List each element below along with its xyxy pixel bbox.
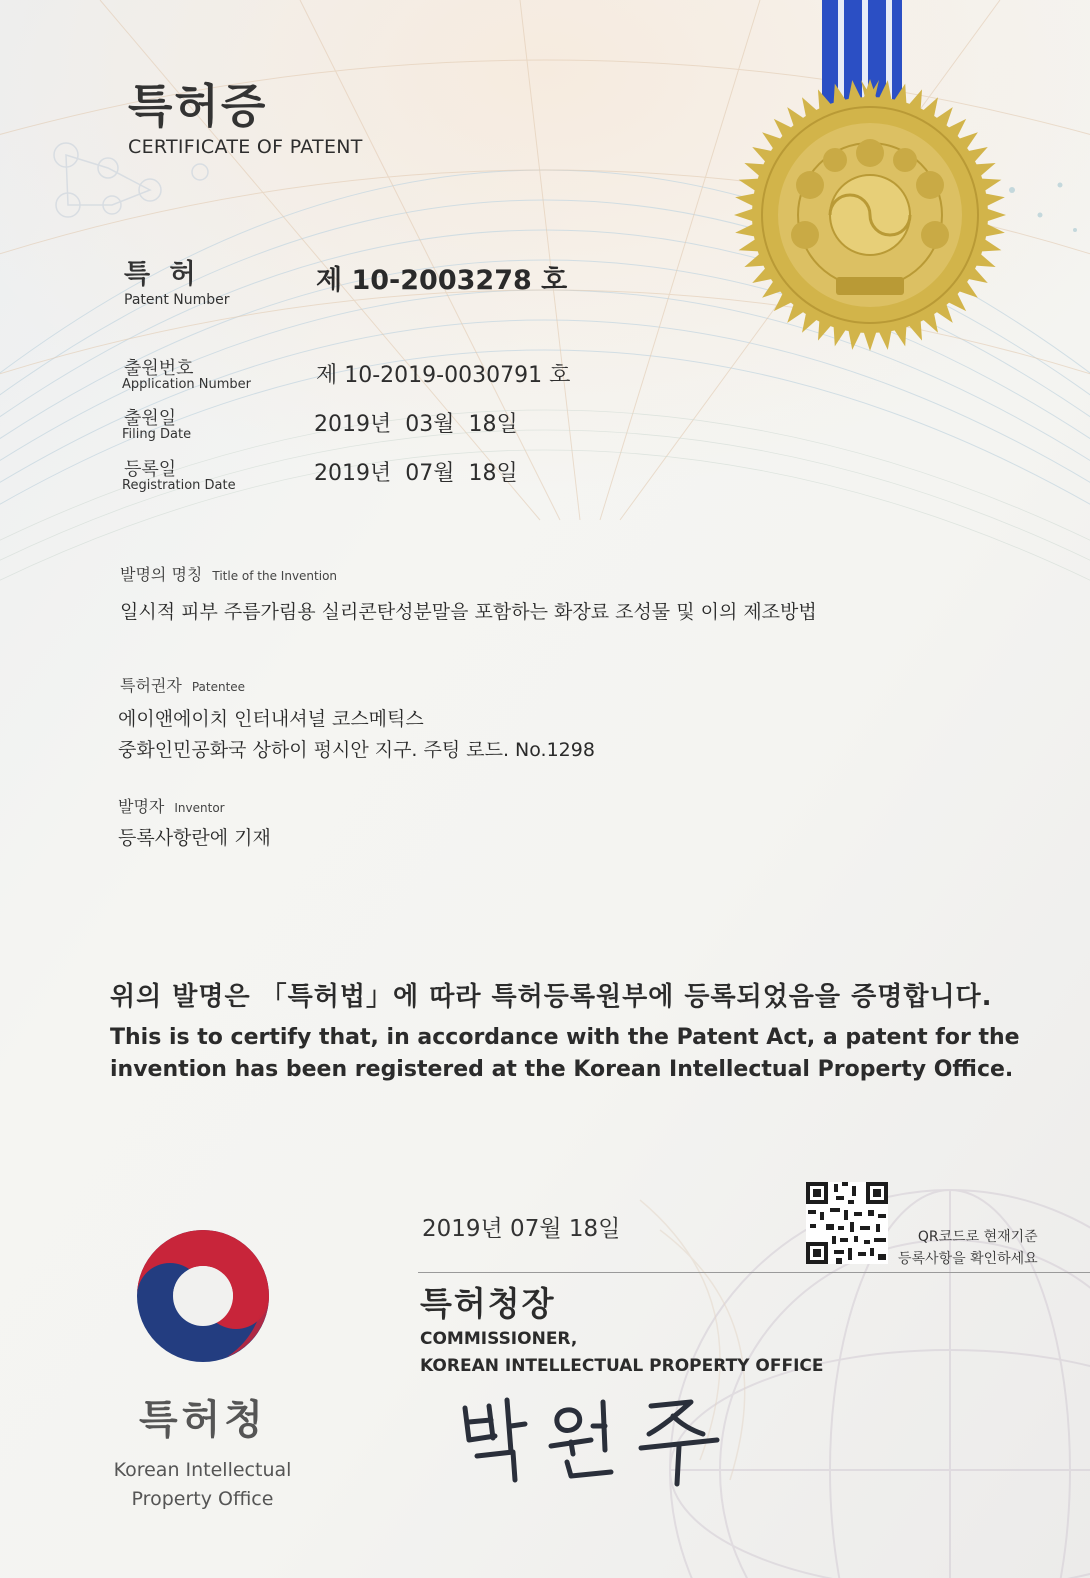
- kipo-taegeuk-logo-icon: [132, 1225, 274, 1367]
- kipo-name-en-line2: Property Office: [131, 1488, 274, 1510]
- registration-date-value: 2019년 07월 18일: [314, 461, 518, 486]
- inventor-value: 등록사항란에 기재: [118, 827, 271, 849]
- kipo-name-ko: 특허청: [139, 1397, 267, 1443]
- filing-date-label-ko: 출원일: [124, 408, 177, 429]
- patent-number-value: 제 10-2003278 호: [316, 265, 568, 296]
- filing-date-label-en: Filing Date: [122, 427, 192, 442]
- kipo-name-en-line1: Korean Intellectual: [113, 1459, 292, 1481]
- commissioner-title-en-line1: COMMISSIONER,: [420, 1329, 578, 1349]
- signature-text: [458, 1388, 462, 1389]
- application-number-label-ko: 출원번호: [124, 358, 194, 379]
- qr-code-icon[interactable]: [806, 1182, 888, 1264]
- commissioner-title-en: [420, 1326, 823, 1380]
- certification-statement-ko: 위의 발명은 「특허법」에 따라 특허등록원부에 등록되었음을 증명합니다.: [110, 982, 993, 1012]
- patentee-label-en: Patentee: [191, 680, 246, 694]
- invention-label: [120, 562, 337, 585]
- certification-statement-en: This is to certify that, in accordance with the Patent Act, a patent for the invention has been registered at the Korean Intellectual Property Office.: [110, 1025, 1020, 1082]
- certificate-title-ko: 특허증: [128, 79, 268, 133]
- commissioner-signature: [455, 1390, 735, 1490]
- invention-label-en: Title of the Invention: [212, 569, 338, 583]
- qr-caption-line1: QR코드로 현재기준: [917, 1229, 1038, 1245]
- certificate-title-en: CERTIFICATE OF PATENT: [128, 136, 363, 158]
- registration-date-label-en: Registration Date: [122, 478, 236, 493]
- kipo-name-en: [100, 1456, 305, 1514]
- inventor-label-en: Inventor: [174, 801, 225, 815]
- issue-date: 2019년 07월 18일: [422, 1216, 621, 1242]
- divider-line: [418, 1272, 1090, 1273]
- application-number-label-en: Application Number: [122, 377, 251, 392]
- qr-caption: [898, 1226, 1038, 1270]
- patent-number-label-en: Patent Number: [124, 292, 230, 308]
- patentee-label: [120, 673, 245, 696]
- patentee-address: 중화인민공화국 상하이 펑시안 지구. 주팅 로드. No.1298: [118, 739, 595, 761]
- filing-date-value: 2019년 03월 18일: [314, 412, 518, 437]
- invention-label-ko: 발명의 명칭: [120, 565, 203, 584]
- commissioner-title-ko: 특허청장: [420, 1284, 556, 1323]
- inventor-label: [118, 794, 225, 817]
- commissioner-title-en-line2: KOREAN INTELLECTUAL PROPERTY OFFICE: [420, 1356, 824, 1376]
- registration-date-label-ko: 등록일: [124, 459, 177, 480]
- invention-title-value: 일시적 피부 주름가림용 실리콘탄성분말을 포함하는 화장료 조성물 및 이의 제조방법: [120, 601, 817, 623]
- inventor-label-ko: 발명자: [118, 797, 165, 816]
- application-number-value: 제 10-2019-0030791 호: [316, 363, 571, 388]
- qr-caption-line2: 등록사항을 확인하세요: [898, 1251, 1038, 1267]
- gold-seal: [0, 0, 1090, 400]
- patent-number-label-ko: 특 허: [124, 259, 201, 290]
- patentee-label-ko: 특허권자: [120, 676, 182, 695]
- patentee-name: 에이앤에이치 인터내셔널 코스메틱스: [118, 708, 424, 730]
